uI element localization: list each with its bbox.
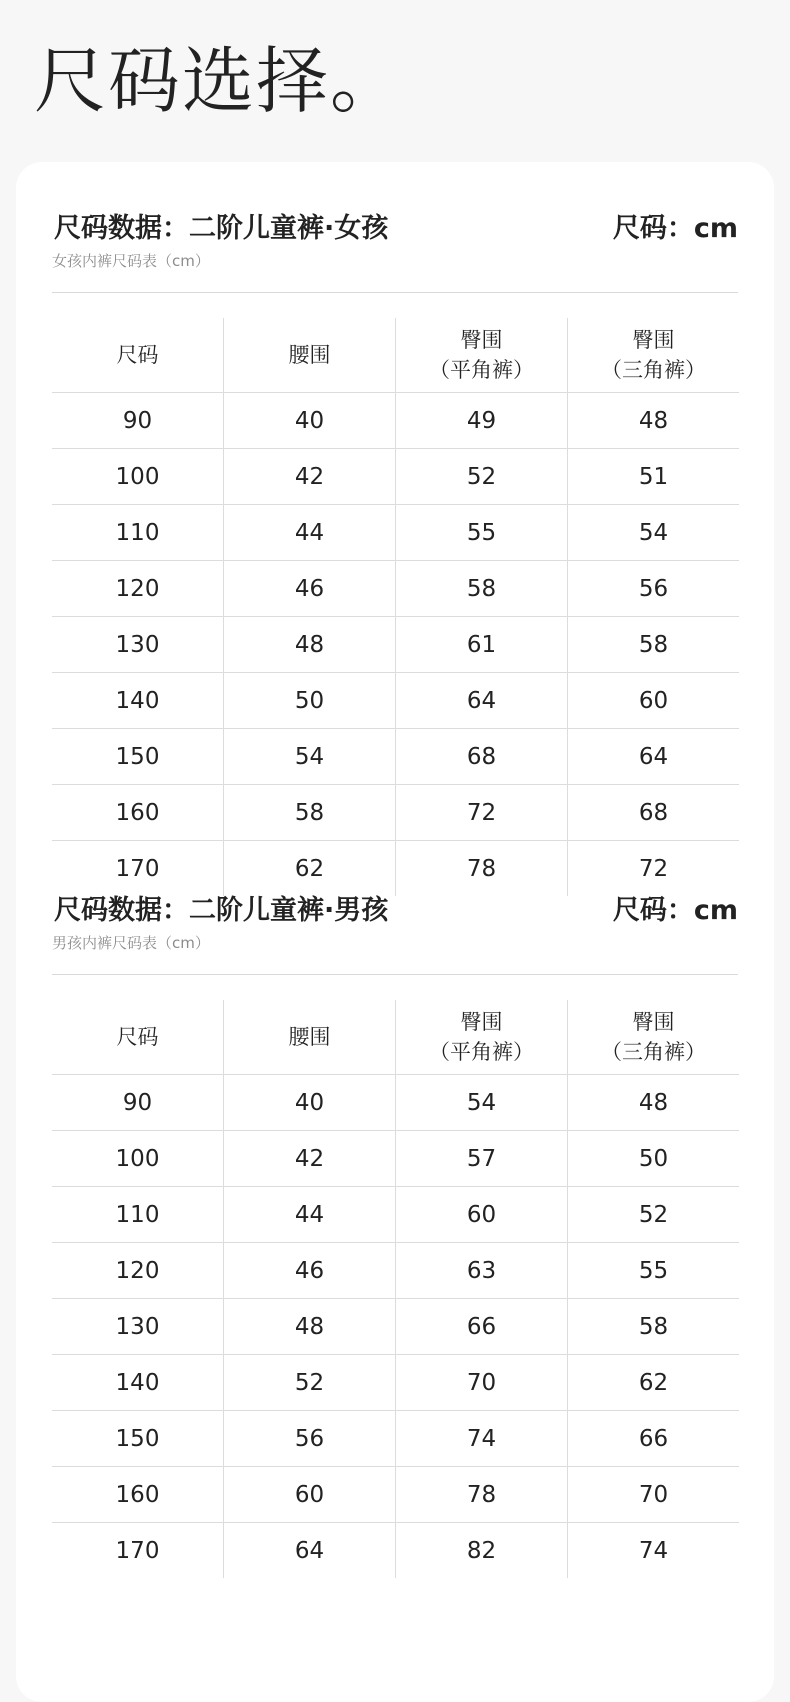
- section-subtitle: 女孩内裤尺码表（cm）: [52, 252, 210, 270]
- column-header-label: 腰围: [288, 1025, 331, 1049]
- size-cell: 160: [52, 1467, 224, 1523]
- measurement-cell: 68: [396, 729, 568, 785]
- measurement-cell: 56: [568, 561, 740, 617]
- section-title: 尺码数据：二阶儿童裤·男孩: [54, 895, 389, 926]
- column-header-label: 臀围: [632, 328, 675, 352]
- size-cell: 150: [52, 1411, 224, 1467]
- measurement-cell: 42: [224, 1131, 396, 1187]
- unit-label: 尺码：cm: [612, 213, 738, 244]
- table-row: [52, 1299, 739, 1355]
- table-row: [52, 1131, 739, 1187]
- column-header-label: 臀围: [632, 1010, 675, 1034]
- table-row: [52, 1467, 739, 1523]
- measurement-cell: 72: [568, 841, 740, 897]
- measurement-cell: 78: [396, 841, 568, 897]
- measurement-cell: 54: [396, 1075, 568, 1131]
- measurement-cell: 58: [568, 617, 740, 673]
- size-cell: 130: [52, 1299, 224, 1355]
- measurement-cell: 49: [396, 393, 568, 449]
- measurement-cell: 46: [224, 1243, 396, 1299]
- column-header-sublabel: （平角裤）: [429, 1040, 534, 1064]
- size-cell: 170: [52, 841, 224, 897]
- column-header: [224, 1000, 396, 1075]
- size-cell: 100: [52, 1131, 224, 1187]
- column-header-sublabel: （平角裤）: [429, 358, 534, 382]
- size-section-boys: [52, 892, 738, 1578]
- measurement-cell: 55: [396, 505, 568, 561]
- measurement-cell: 70: [568, 1467, 740, 1523]
- measurement-cell: 61: [396, 617, 568, 673]
- measurement-cell: 62: [224, 841, 396, 897]
- column-header-label: 尺码: [116, 1025, 159, 1049]
- measurement-cell: 58: [568, 1299, 740, 1355]
- measurement-cell: 50: [568, 1131, 740, 1187]
- table-row: [52, 1523, 739, 1579]
- table-row: [52, 449, 739, 505]
- column-header: [224, 318, 396, 393]
- table-row: [52, 561, 739, 617]
- size-cell: 140: [52, 1355, 224, 1411]
- size-cell: 120: [52, 561, 224, 617]
- size-cell: 120: [52, 1243, 224, 1299]
- measurement-cell: 60: [224, 1467, 396, 1523]
- size-cell: 90: [52, 393, 224, 449]
- measurement-cell: 66: [396, 1299, 568, 1355]
- section-header: [52, 892, 738, 975]
- measurement-cell: 60: [396, 1187, 568, 1243]
- page-title: 尺码选择。: [34, 39, 405, 123]
- measurement-cell: 58: [224, 785, 396, 841]
- size-cell: 130: [52, 617, 224, 673]
- size-cell: 160: [52, 785, 224, 841]
- table-row: [52, 785, 739, 841]
- section-header: [52, 210, 738, 293]
- measurement-cell: 50: [224, 673, 396, 729]
- table-row: [52, 393, 739, 449]
- column-header-sublabel: （三角裤）: [601, 1040, 706, 1064]
- size-cell: 100: [52, 449, 224, 505]
- table-header-row: [52, 318, 739, 393]
- column-header-sublabel: （三角裤）: [601, 358, 706, 382]
- measurement-cell: 40: [224, 393, 396, 449]
- measurement-cell: 52: [224, 1355, 396, 1411]
- measurement-cell: 62: [568, 1355, 740, 1411]
- measurement-cell: 74: [396, 1411, 568, 1467]
- table-row: [52, 841, 739, 897]
- measurement-cell: 48: [568, 1075, 740, 1131]
- measurement-cell: 48: [568, 393, 740, 449]
- measurement-cell: 64: [396, 673, 568, 729]
- table-row: [52, 729, 739, 785]
- measurement-cell: 51: [568, 449, 740, 505]
- measurement-cell: 60: [568, 673, 740, 729]
- unit-label: 尺码：cm: [612, 895, 738, 926]
- size-table: [52, 1000, 739, 1578]
- size-cell: 140: [52, 673, 224, 729]
- column-header: [568, 1000, 740, 1075]
- measurement-cell: 56: [224, 1411, 396, 1467]
- size-section-girls: [52, 210, 738, 896]
- table-row: [52, 1411, 739, 1467]
- measurement-cell: 66: [568, 1411, 740, 1467]
- measurement-cell: 48: [224, 1299, 396, 1355]
- column-header-label: 臀围: [460, 1010, 503, 1034]
- measurement-cell: 48: [224, 617, 396, 673]
- measurement-cell: 57: [396, 1131, 568, 1187]
- size-table: [52, 318, 739, 896]
- table-row: [52, 673, 739, 729]
- column-header: [568, 318, 740, 393]
- column-header-label: 腰围: [288, 343, 331, 367]
- column-header-label: 尺码: [116, 343, 159, 367]
- measurement-cell: 58: [396, 561, 568, 617]
- measurement-cell: 42: [224, 449, 396, 505]
- column-header: [396, 318, 568, 393]
- table-row: [52, 617, 739, 673]
- measurement-cell: 44: [224, 505, 396, 561]
- size-cell: 170: [52, 1523, 224, 1579]
- table-row: [52, 1187, 739, 1243]
- measurement-cell: 55: [568, 1243, 740, 1299]
- measurement-cell: 64: [568, 729, 740, 785]
- measurement-cell: 68: [568, 785, 740, 841]
- measurement-cell: 46: [224, 561, 396, 617]
- table-header-row: [52, 1000, 739, 1075]
- size-cell: 90: [52, 1075, 224, 1131]
- table-body: [52, 393, 739, 897]
- measurement-cell: 72: [396, 785, 568, 841]
- column-header: [52, 318, 224, 393]
- table-row: [52, 1243, 739, 1299]
- section-subtitle: 男孩内裤尺码表（cm）: [52, 934, 210, 952]
- column-header: [396, 1000, 568, 1075]
- table-row: [52, 1075, 739, 1131]
- measurement-cell: 54: [568, 505, 740, 561]
- column-header: [52, 1000, 224, 1075]
- table-row: [52, 1355, 739, 1411]
- size-cell: 110: [52, 505, 224, 561]
- measurement-cell: 52: [396, 449, 568, 505]
- size-chart-card: [16, 162, 774, 1702]
- measurement-cell: 44: [224, 1187, 396, 1243]
- table-row: [52, 505, 739, 561]
- measurement-cell: 70: [396, 1355, 568, 1411]
- measurement-cell: 40: [224, 1075, 396, 1131]
- measurement-cell: 63: [396, 1243, 568, 1299]
- measurement-cell: 74: [568, 1523, 740, 1579]
- table-body: [52, 1075, 739, 1579]
- measurement-cell: 82: [396, 1523, 568, 1579]
- measurement-cell: 54: [224, 729, 396, 785]
- measurement-cell: 64: [224, 1523, 396, 1579]
- column-header-label: 臀围: [460, 328, 503, 352]
- measurement-cell: 52: [568, 1187, 740, 1243]
- size-cell: 150: [52, 729, 224, 785]
- measurement-cell: 78: [396, 1467, 568, 1523]
- section-title: 尺码数据：二阶儿童裤·女孩: [54, 213, 389, 244]
- size-cell: 110: [52, 1187, 224, 1243]
